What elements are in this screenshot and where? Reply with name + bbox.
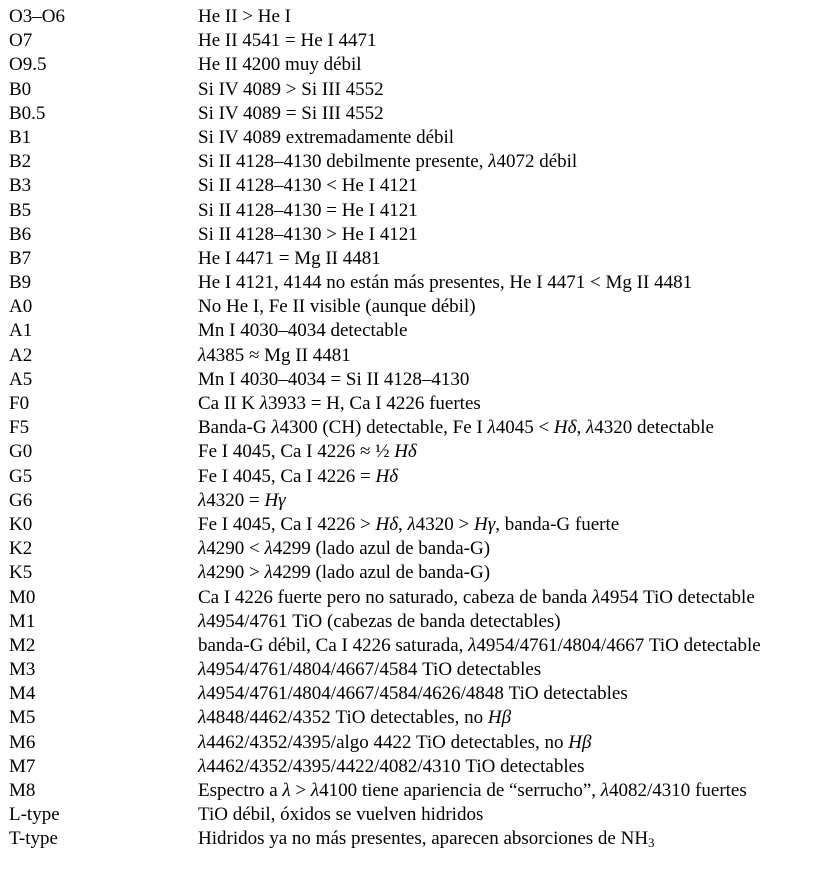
italic-symbol: λ xyxy=(271,417,280,439)
subscript: 3 xyxy=(648,835,655,851)
spectral-criteria xyxy=(198,29,839,53)
spectral-criteria xyxy=(198,779,839,803)
table-row xyxy=(0,658,839,682)
spectral-criteria xyxy=(198,416,839,440)
spectral-criteria xyxy=(198,102,839,126)
spectral-class: G0 xyxy=(9,441,33,463)
table-row xyxy=(0,53,839,77)
italic-symbol: λ xyxy=(259,393,268,414)
criteria-text: Fe I 4045, Ca I 4226 > xyxy=(198,513,376,535)
criteria-text: , xyxy=(398,513,408,535)
table-row xyxy=(0,706,839,730)
spectral-criteria xyxy=(198,392,839,416)
criteria-text: 4082/4310 fuertes xyxy=(609,780,747,801)
spectral-criteria xyxy=(198,78,839,102)
table-row xyxy=(0,755,839,779)
table-row xyxy=(0,199,839,223)
spectral-criteria xyxy=(198,53,839,77)
criteria-text: Si IV 4089 = Si III 4552 xyxy=(198,102,384,124)
criteria-text: 4462/4352/4395/4422/4082/4310 TiO detectables xyxy=(206,755,585,777)
italic-symbol: λ xyxy=(198,755,207,777)
table-row xyxy=(0,5,839,29)
italic-symbol: λ xyxy=(198,538,207,560)
table-row xyxy=(0,827,839,851)
table-row xyxy=(0,271,839,295)
criteria-text: 4300 (CH) detectable, Fe I xyxy=(279,417,488,439)
spectral-criteria xyxy=(198,295,839,319)
spectral-class: G6 xyxy=(9,489,33,511)
criteria-text: Si IV 4089 extremadamente débil xyxy=(198,126,455,148)
criteria-text: Hidridos ya no más presentes, aparecen absorciones de NH xyxy=(198,828,649,850)
criteria-text: 4385 ≈ Mg II 4481 xyxy=(206,344,351,366)
spectral-class: B5 xyxy=(9,199,32,221)
table-row xyxy=(0,513,839,537)
italic-symbol: λ xyxy=(488,151,497,173)
spectral-class: O7 xyxy=(9,30,33,52)
spectral-criteria xyxy=(198,682,839,706)
table-row xyxy=(0,586,839,610)
spectral-class: M4 xyxy=(9,683,36,705)
criteria-text: Si II 4128–4130 > He I 4121 xyxy=(198,223,418,245)
italic-symbol: Hδ xyxy=(375,513,399,535)
spectral-class: B2 xyxy=(9,151,32,173)
italic-symbol: λ xyxy=(585,417,595,439)
italic-symbol: λ xyxy=(600,780,610,801)
spectral-criteria xyxy=(198,561,839,585)
spectral-class: O9.5 xyxy=(9,54,47,76)
criteria-text: Ca I 4226 fuerte pero no saturado, cabeza de banda xyxy=(198,586,593,608)
spectral-class: F5 xyxy=(9,417,30,439)
table-row xyxy=(0,319,839,343)
italic-symbol: Hδ xyxy=(375,465,399,487)
spectral-criteria xyxy=(198,368,839,392)
italic-symbol: Hβ xyxy=(487,707,512,729)
spectral-criteria xyxy=(198,537,839,561)
criteria-text: He II 4541 = He I 4471 xyxy=(198,30,377,52)
criteria-text: No He I, Fe II visible (aunque débil) xyxy=(198,296,476,318)
spectral-criteria xyxy=(198,513,839,537)
criteria-text: Si IV 4089 > Si III 4552 xyxy=(198,78,384,100)
italic-symbol: λ xyxy=(310,780,320,801)
criteria-text: He I 4471 = Mg II 4481 xyxy=(198,247,381,269)
spectral-class: F0 xyxy=(9,393,30,414)
spectral-class: K5 xyxy=(9,562,33,584)
spectral-class: M7 xyxy=(9,755,36,777)
criteria-text: Fe I 4045, Ca I 4226 ≈ ½ xyxy=(198,441,395,463)
spectral-class: K0 xyxy=(9,513,33,535)
criteria-text: 4954 TiO detectable xyxy=(600,586,755,608)
spectral-criteria xyxy=(198,319,839,343)
spectral-criteria xyxy=(198,199,839,223)
spectral-class: B1 xyxy=(9,126,32,148)
table-row xyxy=(0,150,839,174)
criteria-text: Mn I 4030–4034 detectable xyxy=(198,320,408,342)
criteria-text: 4045 < xyxy=(495,417,554,439)
criteria-text: Fe I 4045, Ca I 4226 = xyxy=(198,465,376,487)
criteria-text: He I 4121, 4144 no están más presentes, He I 4471 < Mg II 4481 xyxy=(198,272,693,294)
criteria-text: 4299 (lado azul de banda-G) xyxy=(272,562,491,584)
table-row xyxy=(0,78,839,102)
table-row xyxy=(0,368,839,392)
criteria-text: 4299 (lado azul de banda-G) xyxy=(272,538,491,560)
spectral-class: M6 xyxy=(9,731,36,753)
table-row xyxy=(0,634,839,658)
table-row xyxy=(0,489,839,513)
spectral-class: B7 xyxy=(9,247,32,269)
spectral-criteria xyxy=(198,489,839,513)
criteria-text: Si II 4128–4130 < He I 4121 xyxy=(198,175,418,197)
criteria-text: 4848/4462/4352 TiO detectables, no xyxy=(206,707,488,729)
table-row xyxy=(0,126,839,150)
table-row xyxy=(0,295,839,319)
italic-symbol: λ xyxy=(198,610,207,632)
table-row xyxy=(0,803,839,827)
italic-symbol: λ xyxy=(198,683,207,705)
criteria-text: He II 4200 muy débil xyxy=(198,54,362,76)
spectral-class: K2 xyxy=(9,538,33,560)
italic-symbol: λ xyxy=(198,562,207,584)
table-row xyxy=(0,29,839,53)
criteria-text: 4320 > xyxy=(415,513,474,535)
criteria-text: 4100 tiene apariencia de “serrucho”, xyxy=(319,780,601,801)
criteria-text: banda-G débil, Ca I 4226 saturada, xyxy=(198,634,469,656)
spectral-class: M0 xyxy=(9,586,36,608)
spectral-criteria xyxy=(198,803,839,827)
italic-symbol: λ xyxy=(407,513,416,535)
spectral-criteria xyxy=(198,586,839,610)
spectral-criteria xyxy=(198,465,839,489)
criteria-text: Ca II K xyxy=(198,393,260,414)
criteria-text: 4290 > xyxy=(206,562,265,584)
table-row xyxy=(0,416,839,440)
criteria-text: 4954/4761 TiO (cabezas de banda detectables) xyxy=(206,610,561,632)
criteria-text: 4320 detectable xyxy=(594,417,714,439)
criteria-text: > xyxy=(290,780,311,801)
spectral-criteria xyxy=(198,271,839,295)
spectral-criteria xyxy=(198,731,839,755)
table-row xyxy=(0,440,839,464)
spectral-criteria xyxy=(198,174,839,198)
spectral-class: M2 xyxy=(9,634,36,656)
criteria-text: Si II 4128–4130 = He I 4121 xyxy=(198,199,418,221)
italic-symbol: λ xyxy=(468,634,477,656)
spectral-criteria xyxy=(198,126,839,150)
italic-symbol: λ xyxy=(198,659,207,681)
criteria-text: 4320 = xyxy=(206,489,265,511)
italic-symbol: λ xyxy=(198,489,207,511)
criteria-text: He II > He I xyxy=(198,6,292,27)
criteria-text: , banda-G fuerte xyxy=(495,513,620,535)
criteria-text: 4954/4761/4804/4667/4584 TiO detectables xyxy=(206,659,542,681)
spectral-class: M1 xyxy=(9,610,36,632)
spectral-class: B0.5 xyxy=(9,102,46,124)
italic-symbol: λ xyxy=(487,417,496,439)
spectral-class: M8 xyxy=(9,780,36,801)
table-row xyxy=(0,223,839,247)
criteria-text: Si II 4128–4130 debilmente presente, xyxy=(198,151,489,173)
criteria-text: 4072 débil xyxy=(496,151,578,173)
criteria-text: TiO débil, óxidos se vuelven hidridos xyxy=(198,804,484,826)
italic-symbol: Hδ xyxy=(553,417,577,439)
spectral-criteria xyxy=(198,755,839,779)
table-row xyxy=(0,392,839,416)
criteria-text: Mn I 4030–4034 = Si II 4128–4130 xyxy=(198,368,470,390)
spectral-class: M5 xyxy=(9,707,36,729)
spectral-class: G5 xyxy=(9,465,33,487)
italic-symbol: λ xyxy=(264,538,273,560)
spectral-class: B0 xyxy=(9,78,32,100)
table-row xyxy=(0,344,839,368)
spectral-criteria xyxy=(198,150,839,174)
spectral-criteria xyxy=(198,440,839,464)
spectral-class: B9 xyxy=(9,272,32,294)
criteria-text: 4954/4761/4804/4667 TiO detectable xyxy=(476,634,761,656)
criteria-text: 3933 = H, Ca I 4226 fuertes xyxy=(267,393,481,414)
spectral-criteria xyxy=(198,223,839,247)
spectral-criteria xyxy=(198,247,839,271)
spectral-class: A1 xyxy=(9,320,33,342)
table-row xyxy=(0,102,839,126)
spectral-criteria xyxy=(198,634,839,658)
table-row xyxy=(0,537,839,561)
spectral-class: B3 xyxy=(9,175,32,197)
italic-symbol: λ xyxy=(282,780,291,801)
italic-symbol: λ xyxy=(198,344,207,366)
spectral-class: A5 xyxy=(9,368,33,390)
spectral-class: O3–O6 xyxy=(9,6,65,27)
table-row xyxy=(0,682,839,706)
italic-symbol: λ xyxy=(264,562,273,584)
table-row xyxy=(0,465,839,489)
spectral-criteria xyxy=(198,5,839,29)
italic-symbol: λ xyxy=(592,586,601,608)
italic-symbol: λ xyxy=(198,731,207,753)
spectral-criteria xyxy=(198,827,839,851)
table-row xyxy=(0,174,839,198)
spectral-criteria xyxy=(198,658,839,682)
spectral-criteria xyxy=(198,344,839,368)
italic-symbol: Hγ xyxy=(264,489,286,511)
spectral-class: M3 xyxy=(9,659,36,681)
spectral-class: A2 xyxy=(9,344,33,366)
table-row xyxy=(0,247,839,271)
criteria-text: Espectro a xyxy=(198,780,283,801)
criteria-text: 4462/4352/4395/algo 4422 TiO detectables, no xyxy=(206,731,569,753)
spectral-criteria xyxy=(198,706,839,730)
spectral-criteria xyxy=(198,610,839,634)
table-row xyxy=(0,731,839,755)
italic-symbol: Hδ xyxy=(394,441,417,463)
spectral-class: L-type xyxy=(9,804,60,826)
table-row xyxy=(0,779,839,803)
criteria-text: 4290 < xyxy=(206,538,265,560)
criteria-text: , xyxy=(576,417,586,439)
spectral-class: A0 xyxy=(9,296,33,318)
italic-symbol: λ xyxy=(198,707,207,729)
spectral-class: B6 xyxy=(9,223,32,245)
spectral-class: T-type xyxy=(9,828,58,850)
italic-symbol: Hγ xyxy=(474,513,496,535)
table-row xyxy=(0,610,839,634)
criteria-text: Banda-G xyxy=(198,417,272,439)
criteria-text: 4954/4761/4804/4667/4584/4626/4848 TiO detectables xyxy=(206,683,628,705)
italic-symbol: Hβ xyxy=(568,731,592,753)
table-row xyxy=(0,561,839,585)
